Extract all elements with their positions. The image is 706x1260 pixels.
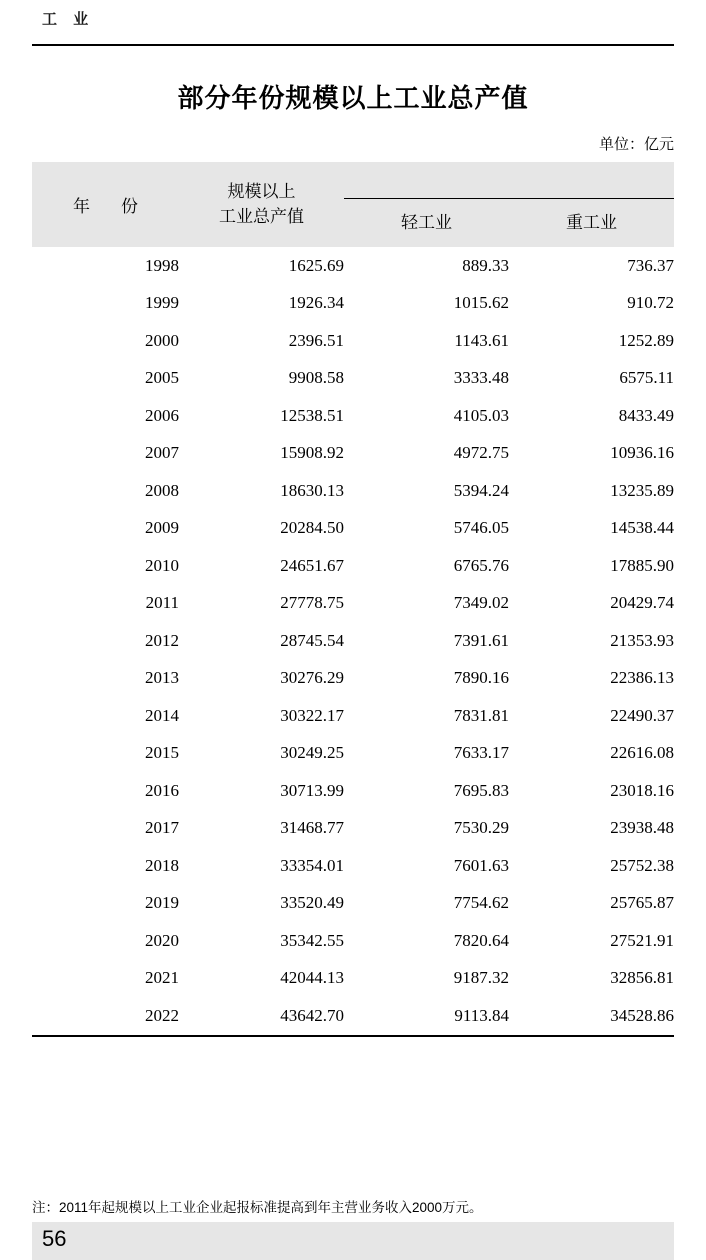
cell-year: 2007 [145, 443, 179, 463]
table-row [32, 697, 674, 735]
cell-year: 2015 [145, 743, 179, 763]
cell-heavy: 32856.81 [610, 968, 674, 988]
cell-light: 7633.17 [453, 743, 509, 763]
cell-heavy: 20429.74 [610, 593, 674, 613]
table-row [32, 285, 674, 323]
cell-light: 7601.63 [453, 855, 509, 875]
cell-year: 2013 [145, 668, 179, 688]
cell-year: 1999 [145, 293, 179, 313]
cell-heavy: 22490.37 [610, 705, 674, 725]
cell-light: 3333.48 [453, 368, 509, 388]
cell-year: 2022 [32, 997, 179, 1036]
table-row [32, 360, 674, 398]
table-head [32, 162, 674, 247]
table-row [32, 847, 674, 885]
cell-year: 2000 [145, 330, 179, 350]
cell-heavy: 22386.13 [610, 668, 674, 688]
cell-total: 33520.49 [280, 893, 344, 913]
table-row [32, 247, 674, 285]
cell-total: 24651.67 [280, 555, 344, 575]
cell-light: 5394.24 [453, 480, 509, 500]
statistics-table [32, 162, 674, 1037]
cell-light: 1143.61 [454, 330, 509, 350]
cell-heavy: 23018.16 [610, 780, 674, 800]
cell-year: 2017 [145, 818, 179, 838]
cell-total: 18630.13 [280, 480, 344, 500]
page-title: 部分年份规模以上工业总产值 [177, 83, 529, 113]
column-header-year: 年 份 [32, 162, 179, 247]
header-divider [32, 44, 674, 46]
cell-total: 33354.01 [280, 855, 344, 875]
cell-year: 2006 [145, 405, 179, 425]
cell-total: 15908.92 [280, 443, 344, 463]
column-header-light-industry-label: 轻工业 [344, 198, 509, 247]
cell-heavy: 23938.48 [610, 818, 674, 838]
running-header-title: 工 业 [42, 11, 95, 28]
cell-light: 9187.32 [453, 968, 509, 988]
table-row [32, 997, 674, 1036]
cell-heavy: 21353.93 [610, 630, 674, 650]
cell-total: 43642.70 [179, 997, 344, 1036]
table-body [32, 247, 674, 1036]
cell-light: 6765.76 [453, 555, 509, 575]
cell-total: 27778.75 [280, 593, 344, 613]
cell-light: 5746.05 [453, 518, 509, 538]
cell-total: 30249.25 [280, 743, 344, 763]
cell-heavy: 910.72 [627, 293, 674, 313]
statistics-table-container [32, 162, 674, 1037]
table-row [32, 510, 674, 548]
page-number-band [32, 1222, 674, 1260]
table-footnote: 注：2011年起规模以上工业企业起报标准提高到年主营业务收入2000万元。 [32, 1200, 483, 1215]
cell-heavy: 10936.16 [610, 443, 674, 463]
cell-total: 30322.17 [280, 705, 344, 725]
column-header-total [179, 162, 344, 247]
column-header-light-industry [344, 162, 509, 247]
cell-heavy: 736.37 [627, 255, 674, 275]
table-row [32, 547, 674, 585]
table-row [32, 885, 674, 923]
cell-total: 35342.55 [280, 930, 344, 950]
column-header-total-line2: 工业总产值 [219, 206, 304, 226]
cell-light: 1015.62 [453, 293, 509, 313]
cell-year: 2011 [145, 593, 179, 613]
column-header-heavy-industry [509, 162, 674, 247]
table-row [32, 772, 674, 810]
cell-light: 7695.83 [453, 780, 509, 800]
cell-heavy: 6575.11 [619, 368, 674, 388]
cell-year: 2021 [145, 968, 179, 988]
cell-year: 2009 [145, 518, 179, 538]
table-row [32, 397, 674, 435]
cell-light: 4972.75 [453, 443, 509, 463]
cell-total: 31468.77 [280, 818, 344, 838]
header-spacer [344, 162, 509, 198]
table-row [32, 622, 674, 660]
running-header [0, 0, 706, 50]
table-header-row [32, 162, 674, 247]
cell-total: 1625.69 [288, 255, 344, 275]
cell-year: 2008 [145, 480, 179, 500]
cell-heavy: 34528.86 [509, 997, 674, 1036]
cell-year: 2014 [145, 705, 179, 725]
cell-light: 7391.61 [453, 630, 509, 650]
cell-year: 2016 [145, 780, 179, 800]
cell-total: 30713.99 [280, 780, 344, 800]
cell-total: 28745.54 [280, 630, 344, 650]
cell-heavy: 1252.89 [618, 330, 674, 350]
cell-heavy: 8433.49 [618, 405, 674, 425]
table-row [32, 435, 674, 473]
cell-heavy: 17885.90 [610, 555, 674, 575]
cell-light: 7754.62 [453, 893, 509, 913]
cell-total: 2396.51 [288, 330, 344, 350]
cell-heavy: 25752.38 [610, 855, 674, 875]
cell-light: 7820.64 [453, 930, 509, 950]
page-number: 56 [42, 1226, 67, 1251]
cell-heavy: 13235.89 [610, 480, 674, 500]
cell-light: 9113.84 [344, 997, 509, 1036]
cell-year: 1998 [145, 255, 179, 275]
cell-heavy: 27521.91 [610, 930, 674, 950]
cell-heavy: 25765.87 [610, 893, 674, 913]
header-spacer [509, 162, 674, 198]
table-row [32, 472, 674, 510]
table-row [32, 322, 674, 360]
column-header-heavy-industry-label: 重工业 [509, 198, 674, 247]
cell-heavy: 14538.44 [610, 518, 674, 538]
cell-year: 2020 [145, 930, 179, 950]
cell-year: 2018 [145, 855, 179, 875]
cell-year: 2010 [145, 555, 179, 575]
table-row [32, 585, 674, 623]
cell-light: 889.33 [462, 255, 509, 275]
cell-year: 2005 [145, 368, 179, 388]
cell-light: 7831.81 [453, 705, 509, 725]
column-header-total-line1: 规模以上 [227, 181, 296, 201]
cell-total: 30276.29 [280, 668, 344, 688]
cell-total: 42044.13 [280, 968, 344, 988]
cell-total: 12538.51 [280, 405, 344, 425]
table-row [32, 922, 674, 960]
cell-total: 9908.58 [288, 368, 344, 388]
cell-total: 20284.50 [280, 518, 344, 538]
cell-total: 1926.34 [288, 293, 344, 313]
table-row [32, 810, 674, 848]
table-row [32, 960, 674, 998]
cell-light: 7530.29 [453, 818, 509, 838]
table-row [32, 660, 674, 698]
cell-year: 2012 [145, 630, 179, 650]
cell-light: 7890.16 [453, 668, 509, 688]
table-row [32, 735, 674, 773]
cell-light: 4105.03 [453, 405, 509, 425]
cell-heavy: 22616.08 [610, 743, 674, 763]
cell-year: 2019 [145, 893, 179, 913]
unit-label: 单位：亿元 [598, 136, 674, 153]
cell-light: 7349.02 [453, 593, 509, 613]
